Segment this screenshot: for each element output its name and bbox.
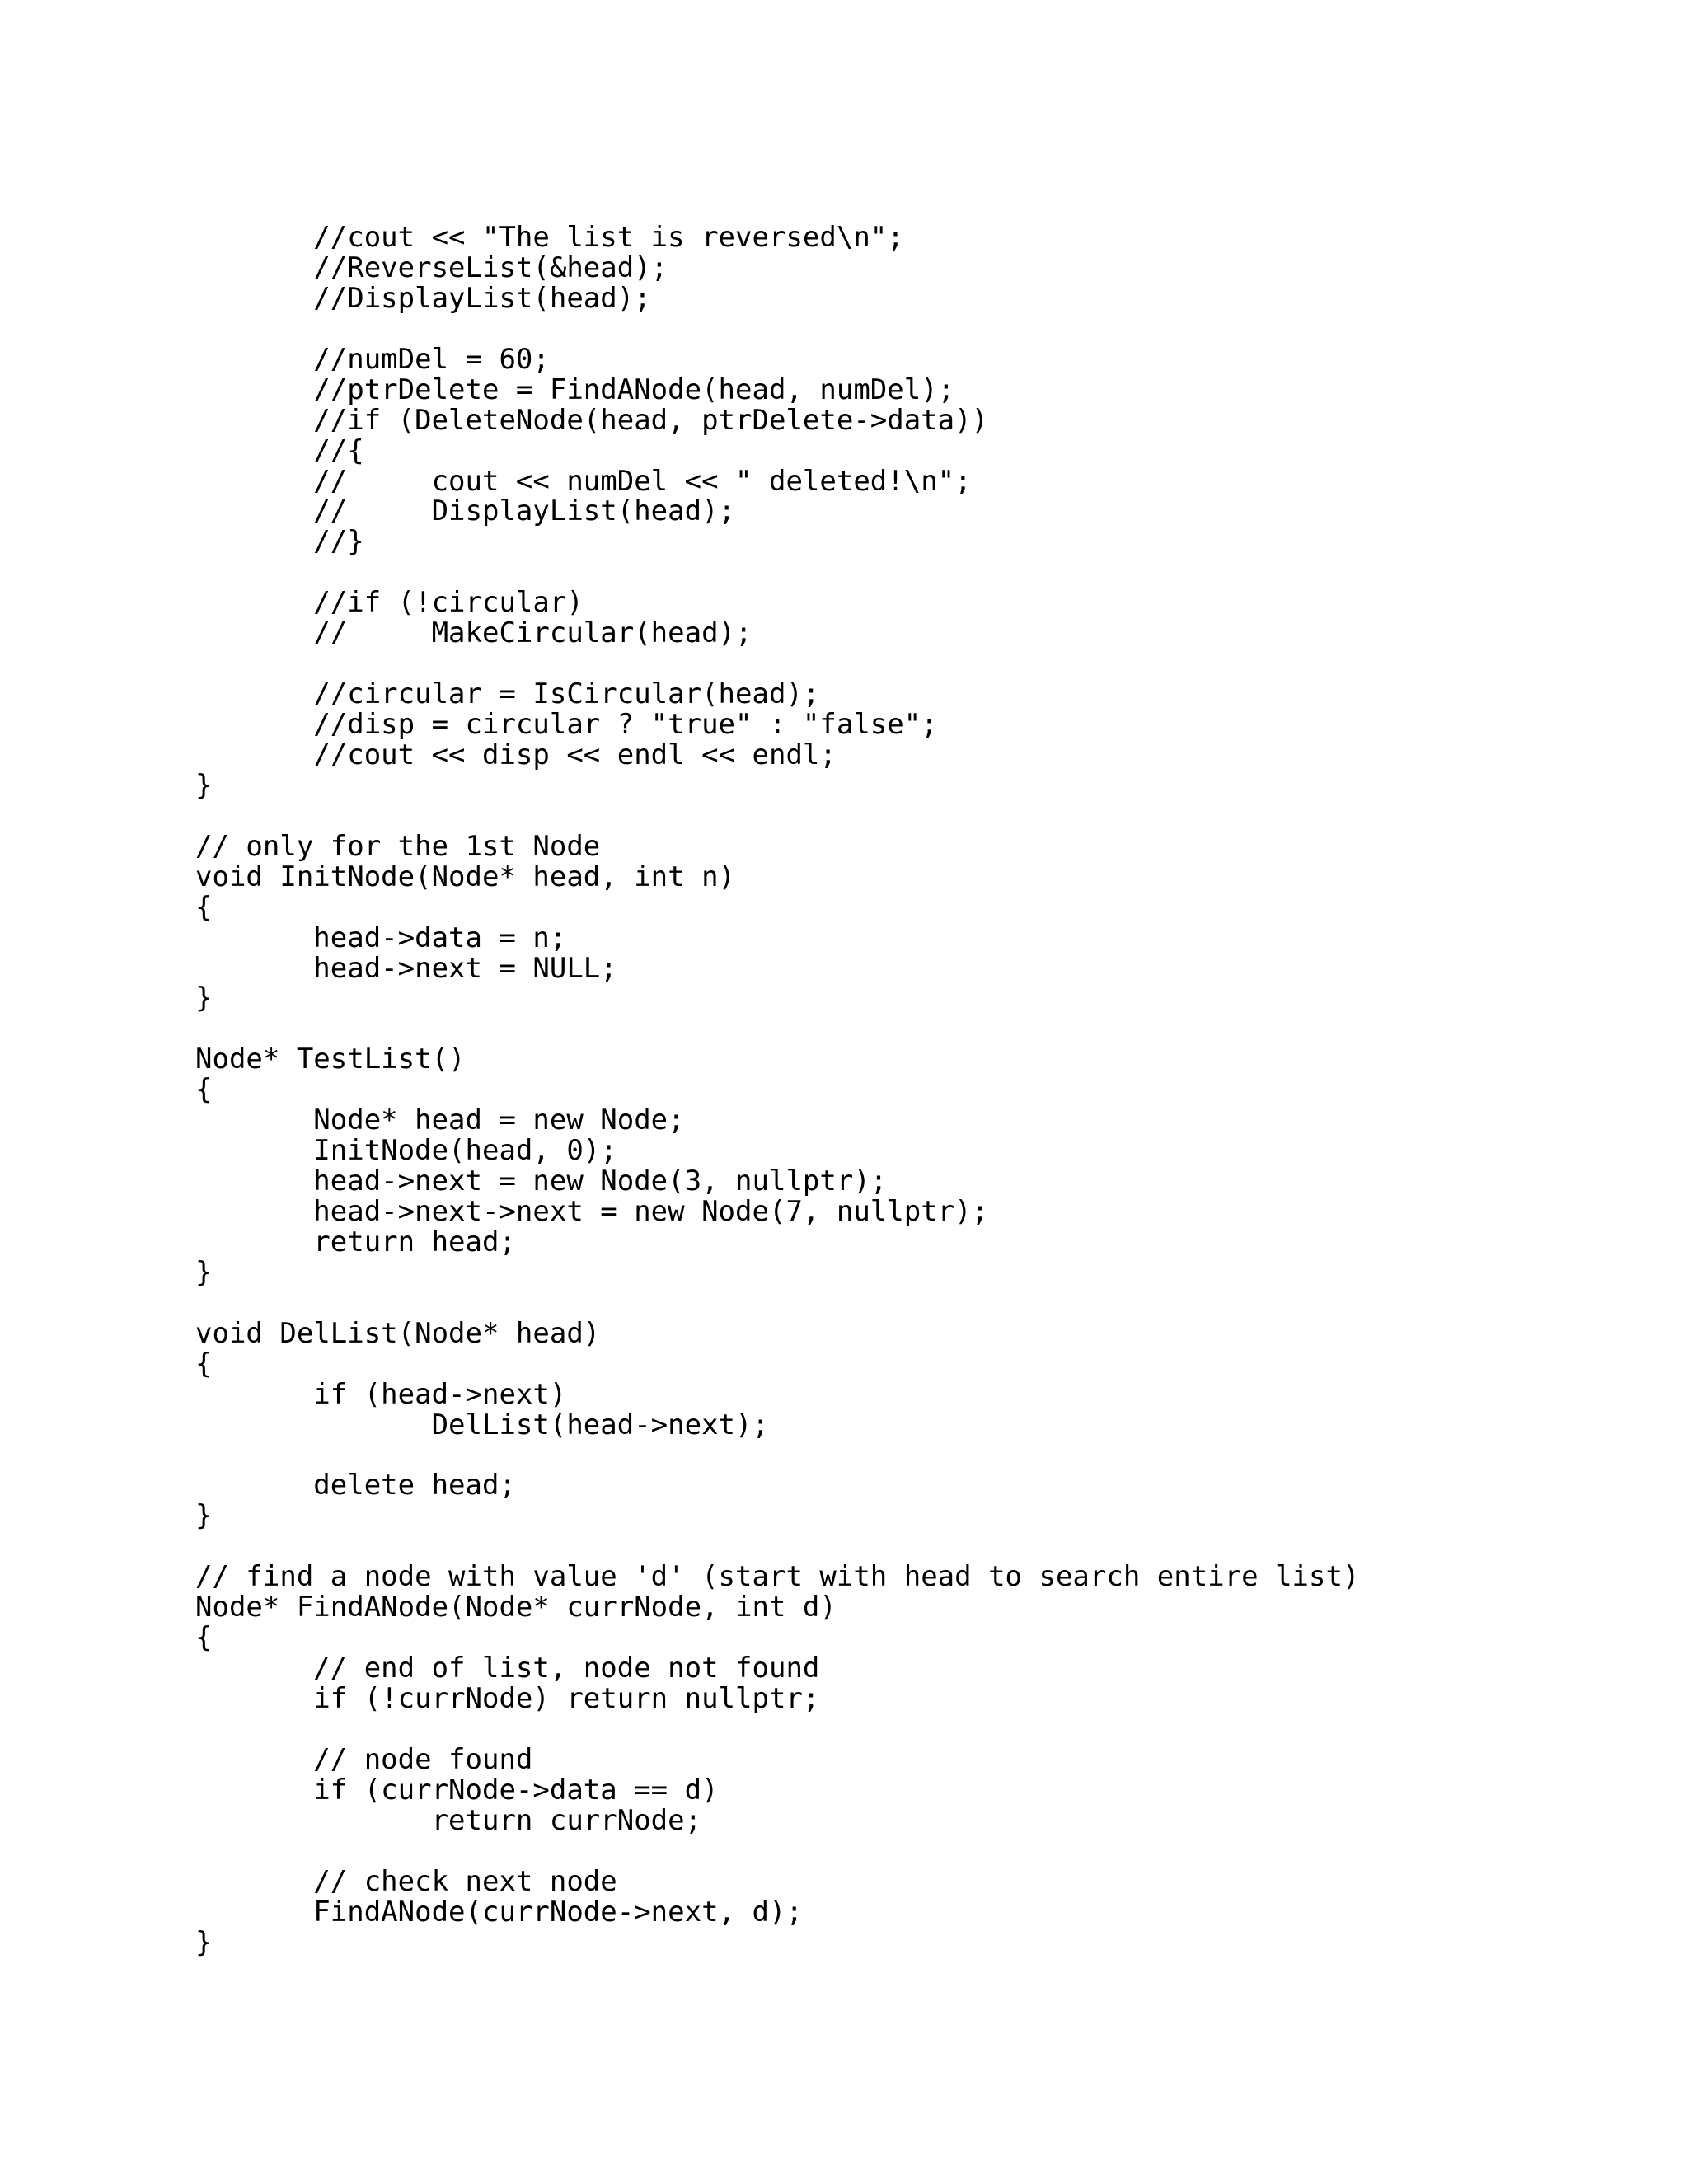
code-line: // only for the 1st Node [195, 829, 601, 863]
code-line: //circular = IsCircular(head); [195, 677, 820, 711]
code-line: } [195, 1925, 213, 1959]
code-line [195, 1441, 1646, 1471]
code-line: //{ [195, 434, 364, 467]
code-line: head->next = NULL; [195, 951, 617, 985]
code-line: if (head->next) [195, 1377, 567, 1411]
code-line [195, 649, 1646, 679]
code-line: { [195, 1073, 213, 1107]
code-line: // MakeCircular(head); [195, 616, 753, 650]
code-line: } [195, 982, 213, 1015]
code-line: // DisplayList(head); [195, 494, 736, 528]
code-line: if (!currNode) return nullptr; [195, 1682, 820, 1715]
code-line [195, 314, 1646, 344]
code-line: //cout << "The list is reversed\n"; [195, 221, 904, 254]
code-line: //if (DeleteNode(head, ptrDelete->data)) [195, 403, 989, 437]
code-line: //DisplayList(head); [195, 281, 651, 315]
code-line [195, 557, 1646, 588]
code-line: // cout << numDel << " deleted!\n"; [195, 464, 972, 498]
code-line: //} [195, 525, 364, 559]
code-line: //if (!circular) [195, 586, 584, 620]
code-line: { [195, 1347, 213, 1380]
code-line [195, 801, 1646, 832]
code-line: return head; [195, 1225, 516, 1258]
code-line: // find a node with value 'd' (start with head to search entire list) [195, 1560, 1360, 1594]
code-line: //numDel = 60; [195, 342, 550, 376]
code-line: // check next node [195, 1864, 617, 1898]
code-line: Node* FindANode(Node* currNode, int d) [195, 1591, 837, 1624]
code-line: DelList(head->next); [195, 1408, 769, 1441]
code-line: void DelList(Node* head) [195, 1316, 601, 1350]
code-line: } [195, 1255, 213, 1289]
code-line: } [195, 768, 213, 802]
code-line: { [195, 890, 213, 924]
code-line [195, 1288, 1646, 1319]
code-line: delete head; [195, 1469, 516, 1502]
code-line: head->next->next = new Node(7, nullptr); [195, 1195, 989, 1228]
code-line: } [195, 1499, 213, 1533]
code-line: head->data = n; [195, 921, 567, 954]
code-line: InitNode(head, 0); [195, 1134, 617, 1168]
code-listing [195, 223, 1646, 1957]
code-line: //cout << disp << endl << endl; [195, 738, 837, 771]
code-line: //ptrDelete = FindANode(head, numDel); [195, 373, 955, 406]
code-line [195, 1836, 1646, 1867]
code-line: //disp = circular ? "true" : "false"; [195, 708, 938, 741]
code-line [195, 1714, 1646, 1745]
code-line: //ReverseList(&head); [195, 251, 668, 284]
code-line [195, 1014, 1646, 1044]
code-line: Node* TestList() [195, 1043, 466, 1076]
code-line: if (currNode->data == d) [195, 1773, 719, 1807]
code-line: // end of list, node not found [195, 1652, 820, 1685]
code-line [195, 1531, 1646, 1562]
code-line: // node found [195, 1742, 533, 1776]
code-line: { [195, 1621, 213, 1655]
code-line: void InitNode(Node* head, int n) [195, 860, 736, 893]
code-line: return currNode; [195, 1803, 702, 1837]
code-line: FindANode(currNode->next, d); [195, 1895, 803, 1929]
code-line: Node* head = new Node; [195, 1104, 685, 1137]
code-line: head->next = new Node(3, nullptr); [195, 1165, 888, 1198]
